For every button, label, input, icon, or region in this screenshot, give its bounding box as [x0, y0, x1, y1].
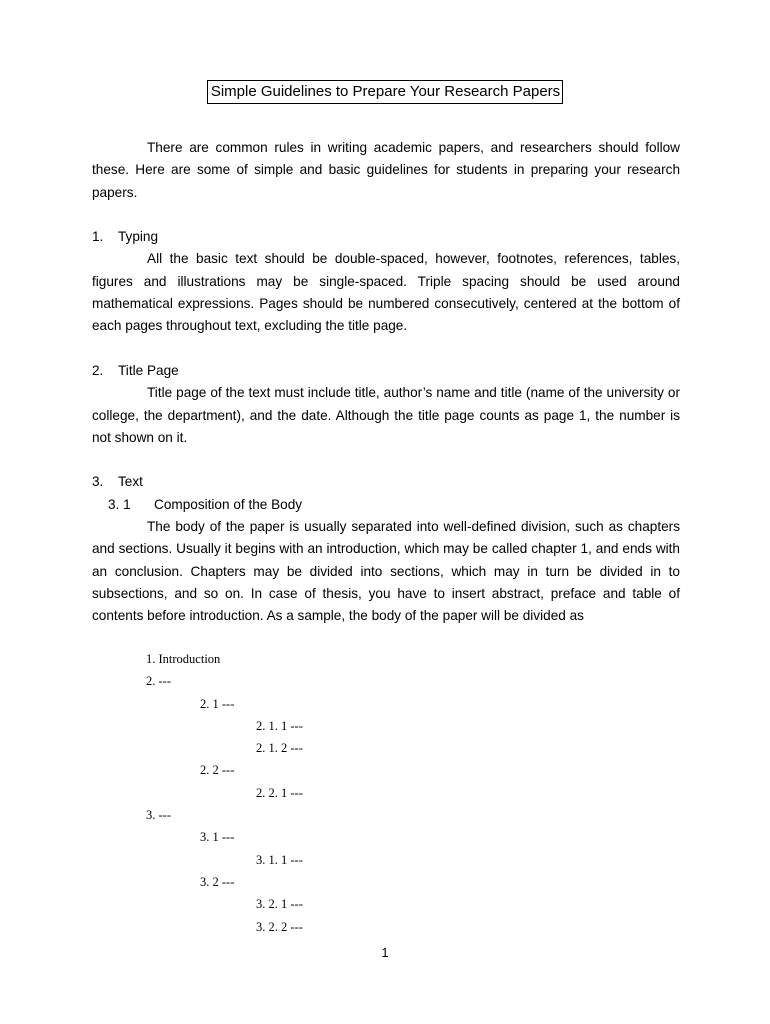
- section-paragraph-title-page: Title page of the text must include title, author’s name and title (name of the university or college, the department), and the date. Although the title page counts as page 1, the number is not shown on it.: [92, 385, 680, 445]
- section-number: 1.: [92, 229, 104, 245]
- page-title: Simple Guidelines to Prepare Your Research Papers: [207, 80, 563, 104]
- title-container: [0, 80, 770, 104]
- section-heading-text: [92, 471, 680, 493]
- section-number: 2.: [92, 362, 104, 378]
- outline-item: 3. 2. 1 ---: [256, 897, 303, 912]
- outline-item: 2. 2 ---: [200, 763, 235, 778]
- section-heading-typing: [92, 226, 680, 248]
- spacer: [92, 204, 680, 226]
- section-number: 3.: [92, 474, 104, 490]
- subsection-title: Composition of the Body: [154, 496, 303, 512]
- page-number: 1: [381, 945, 389, 960]
- outline-item: 3. ---: [146, 808, 171, 823]
- outline-item: 3. 2 ---: [200, 874, 235, 889]
- outline-item: 2. 1. 1 ---: [256, 718, 303, 733]
- document-body: [92, 137, 680, 628]
- spacer: [92, 338, 680, 360]
- section-heading-title-page: [92, 360, 680, 382]
- subsection-number: 3. 1: [108, 496, 131, 512]
- outline-item: 3. 1 ---: [200, 830, 235, 845]
- section-paragraph-text: The body of the paper is usually separated into well-defined division, such as chapters and sections. Usually it begins with an introduction, which may be called chapter 1, and ends with an conclusion. Chapters may be divided into sections, which may in turn be divided in to subsections, and so on. In case of thesis, you have to insert abstract, preface and table of contents before introduction. As a sample, the body of the paper will be divided as: [92, 519, 680, 624]
- subsection-heading-composition: [92, 494, 680, 516]
- outline-item: 1. Introduction: [146, 652, 221, 666]
- outline-item: 3. 2. 2 ---: [256, 919, 303, 934]
- outline-item: 2. 1. 2 ---: [256, 741, 303, 756]
- section-title: Text: [118, 474, 143, 490]
- outline-item: 2. ---: [146, 674, 171, 689]
- chapter-outline: [146, 648, 303, 938]
- outline-item: 2. 1 ---: [200, 696, 235, 711]
- outline-item: 2. 2. 1 ---: [256, 785, 303, 800]
- intro-paragraph: There are common rules in writing academic papers, and researchers should follow these. Here are some of simple and basic guidelines for students in preparing your research papers.: [92, 140, 680, 200]
- spacer: [92, 449, 680, 471]
- section-paragraph-typing: All the basic text should be double-spaced, however, footnotes, references, tables, figures and illustrations may be single-spaced. Triple spacing should be used around mathematical expressions. Pages should be numbered consecutively, centered at the bottom of each pages throughout text, excluding the title page.: [92, 251, 680, 334]
- outline-item: 3. 1. 1 ---: [256, 852, 303, 867]
- section-title: Title Page: [118, 362, 179, 378]
- section-title: Typing: [118, 229, 159, 245]
